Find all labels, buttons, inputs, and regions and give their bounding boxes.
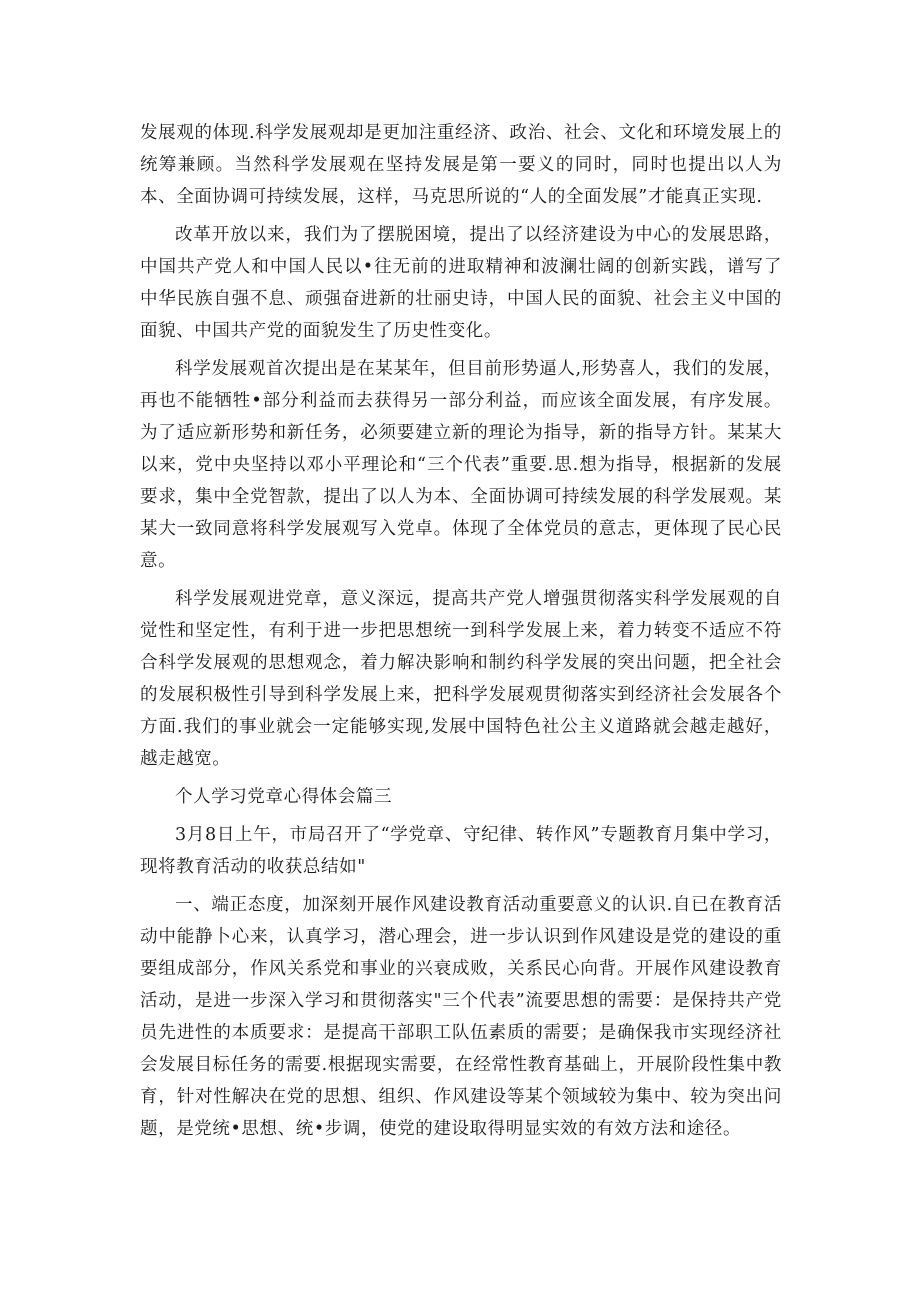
paragraph-4: 科学发展观进党章，意义深远，提高共产党人增强贯彻落实科学发展观的自觉性和坚定性，有利于进一步把思想统一到科学发展上来，着力转变不适应不符合科学发展观的思想观念，着力解决影响和制约科学发展的突出问题，把全社会的发展积极性引导到科学发展上来，把科学发展观贯彻落实到经济社会发展各个方面.我们的事业就会一定能够实现,发展中国特色社公主义道路就会越走越好，越走越宽。 bbox=[140, 589, 782, 769]
paragraph-6: 一、端正态度，加深刻开展作风建设教育活动重要意义的认识.自已在教育活动中能静卜心来，认真学习，潜心理会，进一步认识到作风建设是党的建设的重要组成部分，作风关系党和事业的兴衰成败，关系民心向背。开展作风建设教育活动，是进一步深入学习和贯彻落实"三个代表”流要思想的需要：是保持共产党员先进性的本质要求：是提高干部职工队伍素质的需要；是确保我市实现经济社会发展目标任务的需要.根据现实需要，在经常性教育基础上，开展阶段性集中教育，针对性解决在党的思想、组织、作风建设等某个领域较为集中、较为突出问题，是党统•思想、统•步调，使党的建设取得明显实效的有效方法和途径。 bbox=[140, 895, 782, 1139]
section-heading: 个人学习党章心得体会篇三 bbox=[175, 787, 393, 807]
document-body bbox=[140, 117, 782, 1151]
paragraph-3: 科学发展观首次提出是在某某年，但目前形势逼人,形势喜人，我们的发展，再也不能牺牲•部分利益而去获得另一部分利益，而应该全面发展，有序发展。为了适应新形势和新任务，必须要建立新的理论为指导，新的指导方针。某某大以来，党中央坚持以邓小平理论和“三个代表”重要.思.想为指导，根据新的发展要求，集中全党智款，提出了以人为本、全面协调可持续发展的科学发展观。某某大一致同意将科学发展观写入党卓。体现了全体党员的意志，更体现了民心民意。 bbox=[140, 359, 782, 571]
paragraph-5: 3月8日上午，市局召开了“学党章、守纪律、转作风”专题教育月集中学习，现将教育活动的收获总结如" bbox=[140, 825, 782, 877]
paragraph-1: 发展观的体现.科学发展观却是更加注重经济、政治、社会、文化和环境发展上的统筹兼顾。当然科学发展观在坚持发展是第一要义的同时，同时也提出以人为本、全面协调可持续发展，这样，马克思所说的“人的全面发展”才能真正实现. bbox=[140, 123, 782, 207]
paragraph-2: 改革开放以来，我们为了摆脱困境，提出了以经济建设为中心的发展思路，中国共产党人和中国人民以•往无前的进取精神和波澜壮阔的创新实践，谱写了中华民族自强不息、顽强奋进新的壮丽史诗，中国人民的面貌、社会主义中国的面貌、中国共产党的面貌发生了历史性变化。 bbox=[140, 225, 782, 341]
